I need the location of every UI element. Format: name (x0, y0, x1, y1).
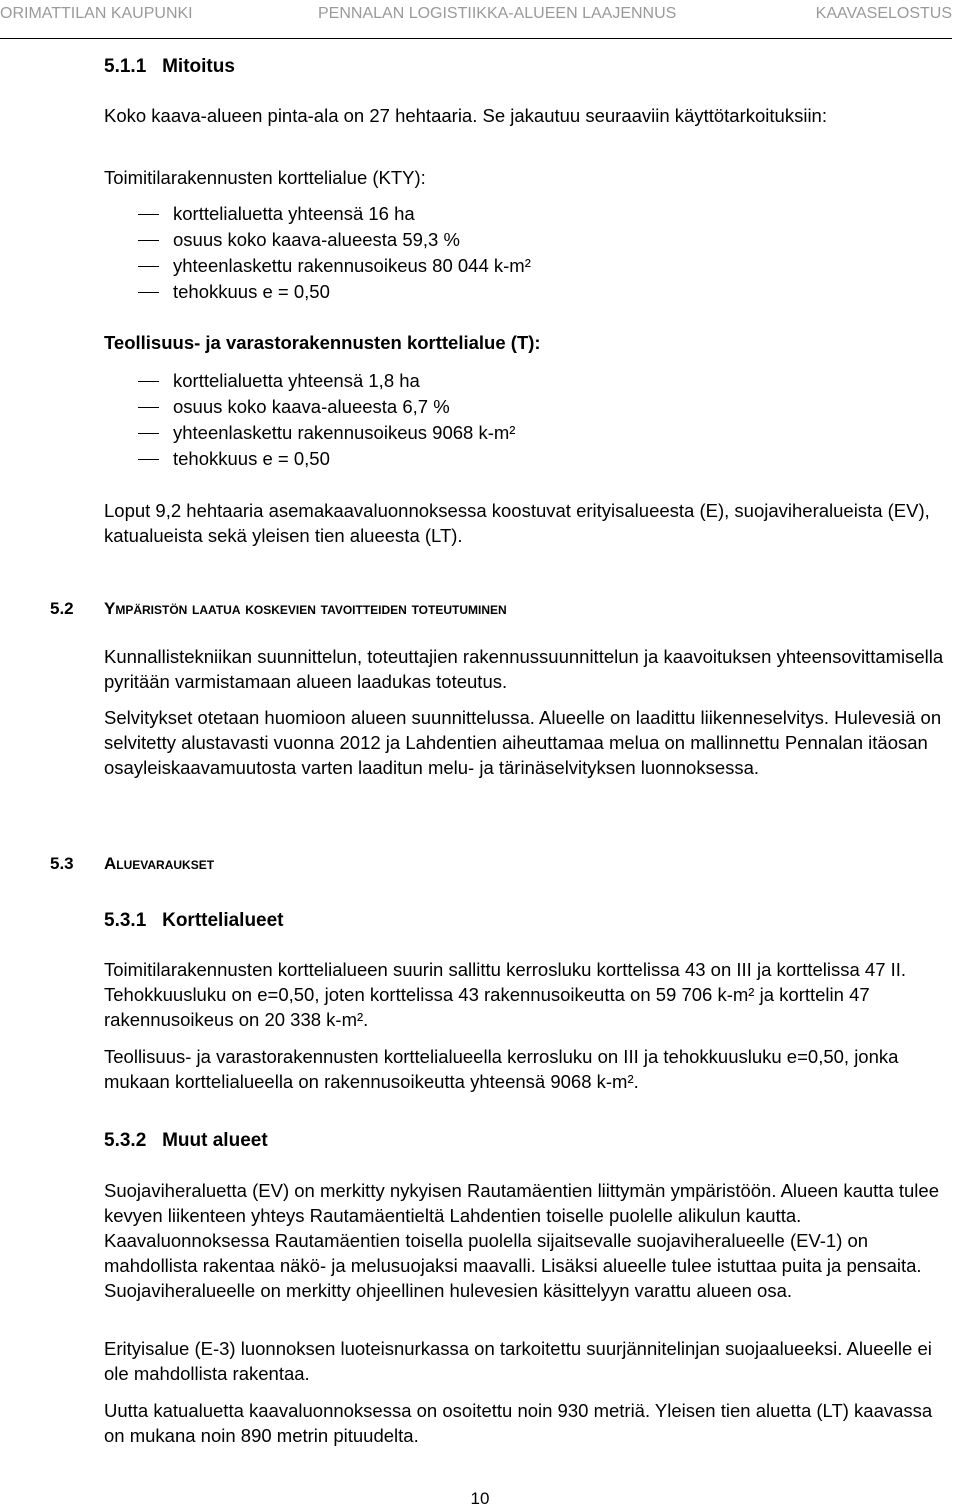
header-rule (0, 38, 952, 39)
list-item: tehokkuus e = 0,50 (138, 279, 531, 305)
list-item: yhteenlaskettu rakennusoikeus 80 044 k-m² (138, 253, 531, 279)
list-item: osuus koko kaava-alueesta 59,3 % (138, 227, 531, 253)
t-heading: Teollisuus- ja varastorakennusten korttelialue (T): (104, 332, 541, 353)
paragraph: Suojaviheraluetta (EV) on merkitty nykyisen Rautamäentien liittymän ympäristöön. Alueen kautta tulee kevyen liikenteen yhteys Rautamäentieltä Lahdentien toiselle puolelle alikulun kautta. Kaavaluonnoksessa Rautamäentien toisella puolella sijaitsevalle suojaviheralueelle (EV-1) on mahdollista rakentaa näkö- ja melusuojaksi maavalli. Lisäksi alueelle tulee istuttaa puita ja pensaita. Suojaviheralueelle on merkitty ohjeellinen hulevesien käsittelyyn varattu alueen osa. (104, 1180, 939, 1301)
header-document-type: KAAVASELOSTUS (815, 5, 952, 22)
section-title: Aluevaraukset (104, 854, 215, 873)
list-item: tehokkuus e = 0,50 (138, 446, 515, 472)
remainder-paragraph: Loput 9,2 hehtaaria asemakaavaluonnoksessa koostuvat erityisalueesta (E), suojaviheralueista (EV), katualueista sekä yleisen tien alueesta (LT). (104, 500, 930, 546)
list-item: osuus koko kaava-alueesta 6,7 % (138, 394, 515, 420)
heading-5-3-1: 5.3.1 Korttelialueet (104, 910, 284, 931)
header-municipality: ORIMATTILAN KAUPUNKI (0, 5, 193, 22)
section-number: 5.3 (50, 854, 74, 873)
header-project-title: PENNALAN LOGISTIIKKA-ALUEEN LAAJENNUS (318, 5, 677, 22)
list-item: korttelialuetta yhteensä 16 ha (138, 201, 531, 227)
paragraph: Teollisuus- ja varastorakennusten korttelialueella kerrosluku on III ja tehokkuusluku e=0,50, jonka mukaan korttelialueella on rakennusoikeutta yhteensä 9068 k-m². (104, 1046, 899, 1092)
section-number: 5.2 (50, 599, 74, 618)
list-item: yhteenlaskettu rakennusoikeus 9068 k-m² (138, 420, 515, 446)
list-item: korttelialuetta yhteensä 1,8 ha (138, 368, 515, 394)
section-5-2-heading (50, 596, 507, 621)
paragraph: Uutta katualuetta kaavaluonnoksessa on osoitettu noin 930 metriä. Yleisen tien aluetta (LT) kaavassa on mukana noin 890 metrin pituudelta. (104, 1400, 933, 1446)
page-number: 10 (470, 1489, 490, 1508)
kty-list (138, 201, 531, 305)
section-5-3-heading (50, 851, 214, 876)
paragraph: Erityisalue (E-3) luonnoksen luoteisnurkassa on tarkoitettu suurjännitelinjan suojaalueeksi. Alueelle ei ole mahdollista rakentaa. (104, 1338, 932, 1384)
heading-5-3-2: 5.3.2 Muut alueet (104, 1130, 268, 1151)
t-list (138, 368, 515, 472)
section-title: Ympäristön laatua koskevien tavoitteiden toteutuminen (104, 599, 507, 618)
kty-heading: Toimitilarakennusten korttelialue (KTY): (104, 167, 426, 188)
intro-paragraph: Koko kaava-alueen pinta-ala on 27 hehtaaria. Se jakautuu seuraaviin käyttötarkoituksiin: (104, 105, 827, 126)
heading-5-1-1: 5.1.1 Mitoitus (104, 56, 235, 77)
paragraph: Toimitilarakennusten korttelialueen suurin sallittu kerrosluku korttelissa 43 on III ja korttelissa 47 II. Tehokkuusluku on e=0,50, joten korttelissa 43 rakennusoikeutta on 59 706 k-m² ja korttelin 47 rakennusoikeus on 20 338 k-m². (104, 959, 907, 1030)
paragraph: Selvitykset otetaan huomioon alueen suunnittelussa. Alueelle on laadittu liikenneselvitys. Hulevesiä on selvitetty alustavasti vuonna 2012 ja Lahdentien aiheuttamaa melua on mallinnettu Pennalan itäosan osayleiskaavamuutosta varten laaditun melu- ja tärinäselvityksen luonnoksessa. (104, 707, 942, 778)
paragraph: Kunnallistekniikan suunnittelun, toteuttajien rakennussuunnittelun ja kaavoituksen yhteensovittamisella pyritään varmistamaan alueen laadukas toteutus. (104, 646, 944, 692)
